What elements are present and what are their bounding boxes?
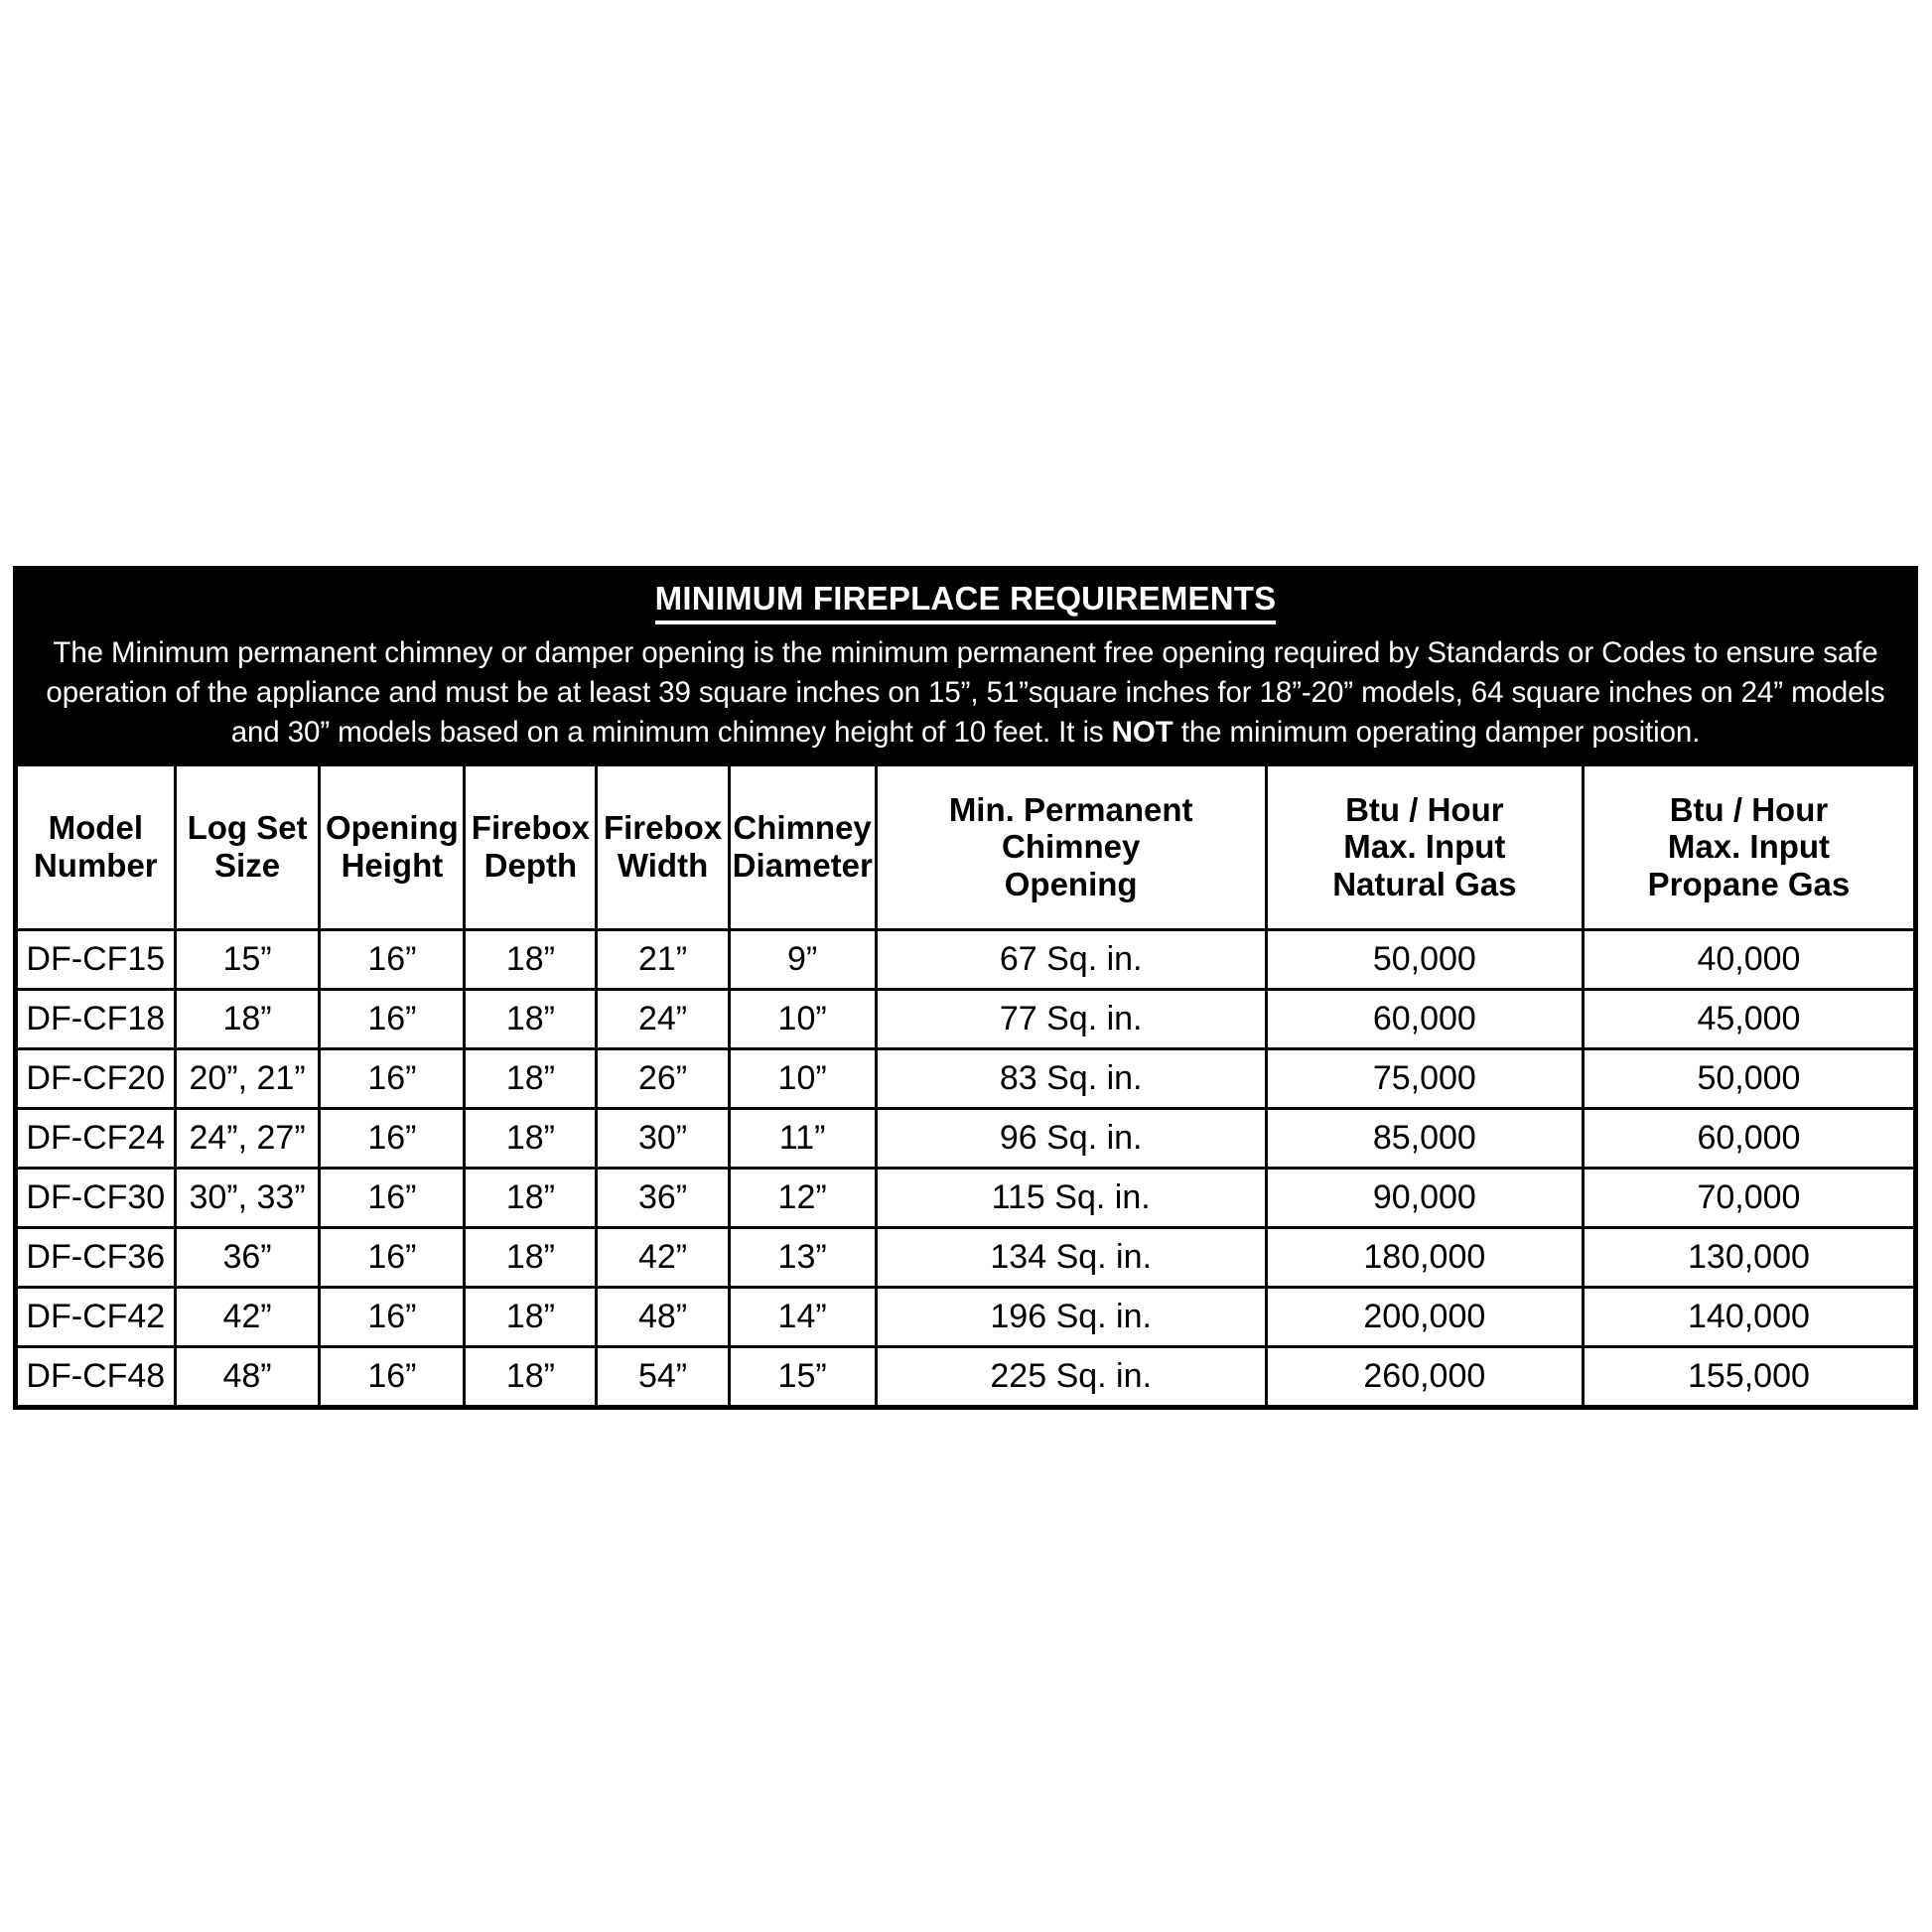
table-cell: 48”	[597, 1287, 729, 1346]
table-cell: 134 Sq. in.	[876, 1227, 1266, 1287]
column-header-line: Btu / Hour	[1345, 790, 1504, 828]
column-header-line: Firebox	[603, 809, 723, 847]
table-cell: 200,000	[1266, 1287, 1583, 1346]
table-cell: 42”	[175, 1287, 320, 1346]
table-cell: 196 Sq. in.	[876, 1287, 1266, 1346]
banner-title: MINIMUM FIREPLACE REQUIREMENTS	[655, 578, 1277, 624]
model-number-cell: DF-CF48	[16, 1346, 176, 1407]
table-cell: 75,000	[1266, 1048, 1583, 1108]
table-cell: 50,000	[1583, 1048, 1915, 1108]
column-header-line: Max. Input	[1343, 828, 1506, 866]
table-cell: 45,000	[1583, 989, 1915, 1048]
table-cell: 36”	[175, 1227, 320, 1287]
column-header	[597, 764, 729, 929]
table-cell: 24”, 27”	[175, 1108, 320, 1168]
table-cell: 16”	[320, 1168, 465, 1227]
column-header-line: Height	[341, 847, 444, 885]
column-header	[876, 764, 1266, 929]
column-header	[465, 764, 597, 929]
model-number-cell: DF-CF20	[16, 1048, 176, 1108]
model-number-cell: DF-CF24	[16, 1108, 176, 1168]
table-cell: 20”, 21”	[175, 1048, 320, 1108]
table-row	[16, 1287, 1916, 1346]
table-cell: 10”	[729, 1048, 876, 1108]
table-cell: 12”	[729, 1168, 876, 1227]
column-header-line: Max. Input	[1667, 828, 1831, 866]
table-cell: 10”	[729, 989, 876, 1048]
table-cell: 90,000	[1266, 1168, 1583, 1227]
requirements-banner	[13, 566, 1918, 763]
banner-description-part1: The Minimum permanent chimney or damper opening is the minimum permanent free opening required by Standards or Codes to ensure safe operation of the appliance and must be at least 39 square inches on 15”, 51”square inches for 18”-20” models, 64 square inches on 24” models and 30” models based on a minimum chimney height of 10 feet. It is	[46, 636, 1885, 750]
banner-description-part2: the minimum operating damper position.	[1173, 716, 1701, 750]
table-cell: 60,000	[1583, 1108, 1915, 1168]
table-row	[16, 1108, 1916, 1168]
column-header-line: Propane Gas	[1647, 865, 1851, 902]
table-header-row	[16, 764, 1916, 929]
column-header	[1583, 764, 1915, 929]
table-cell: 18”	[465, 1346, 597, 1407]
table-cell: 130,000	[1583, 1227, 1915, 1287]
table-cell: 18”	[465, 1108, 597, 1168]
table-cell: 13”	[729, 1227, 876, 1287]
table-body	[16, 929, 1916, 1407]
minimum-fireplace-requirements-spec-sheet	[13, 566, 1918, 1410]
column-header-line: Size	[214, 847, 281, 885]
banner-description-emphasis: NOT	[1111, 716, 1173, 750]
column-header-line: Number	[33, 847, 158, 885]
column-header-line: Opening	[1004, 865, 1138, 902]
table-cell: 16”	[320, 1227, 465, 1287]
table-header	[16, 764, 1916, 929]
table-cell: 60,000	[1266, 989, 1583, 1048]
table-cell: 18”	[465, 989, 597, 1048]
table-cell: 16”	[320, 1287, 465, 1346]
table-cell: 83 Sq. in.	[876, 1048, 1266, 1108]
column-header	[16, 764, 176, 929]
table-row	[16, 1168, 1916, 1227]
column-header-line: Depth	[483, 847, 578, 885]
model-number-cell: DF-CF36	[16, 1227, 176, 1287]
table-cell: 14”	[729, 1287, 876, 1346]
model-number-cell: DF-CF18	[16, 989, 176, 1048]
table-cell: 140,000	[1583, 1287, 1915, 1346]
column-header-line: Natural Gas	[1332, 865, 1517, 902]
column-header	[729, 764, 876, 929]
column-header	[320, 764, 465, 929]
column-header	[1266, 764, 1583, 929]
fireplace-requirements-table	[13, 763, 1918, 1410]
table-cell: 16”	[320, 929, 465, 989]
table-cell: 48”	[175, 1346, 320, 1407]
table-row	[16, 1048, 1916, 1108]
column-header-line: Btu / Hour	[1669, 790, 1829, 828]
table-cell: 36”	[597, 1168, 729, 1227]
table-cell: 15”	[175, 929, 320, 989]
column-header-line: Model	[48, 809, 143, 847]
table-cell: 155,000	[1583, 1346, 1915, 1407]
table-cell: 260,000	[1266, 1346, 1583, 1407]
table-row	[16, 989, 1916, 1048]
model-number-cell: DF-CF15	[16, 929, 176, 989]
model-number-cell: DF-CF30	[16, 1168, 176, 1227]
table-cell: 96 Sq. in.	[876, 1108, 1266, 1168]
table-cell: 26”	[597, 1048, 729, 1108]
column-header-line: Width	[617, 847, 709, 885]
model-number-cell: DF-CF42	[16, 1287, 176, 1346]
table-cell: 67 Sq. in.	[876, 929, 1266, 989]
column-header-line: Chimney	[1001, 828, 1141, 866]
table-cell: 21”	[597, 929, 729, 989]
banner-description	[27, 633, 1904, 753]
table-cell: 70,000	[1583, 1168, 1915, 1227]
table-cell: 115 Sq. in.	[876, 1168, 1266, 1227]
table-cell: 18”	[465, 1168, 597, 1227]
table-cell: 18”	[465, 929, 597, 989]
table-cell: 77 Sq. in.	[876, 989, 1266, 1048]
column-header-line: Firebox	[471, 809, 590, 847]
table-cell: 18”	[465, 1048, 597, 1108]
column-header-line: Diameter	[732, 847, 873, 885]
table-cell: 30”	[597, 1108, 729, 1168]
table-cell: 11”	[729, 1108, 876, 1168]
table-row	[16, 1346, 1916, 1407]
table-row	[16, 1227, 1916, 1287]
table-cell: 16”	[320, 989, 465, 1048]
table-cell: 85,000	[1266, 1108, 1583, 1168]
table-cell: 30”, 33”	[175, 1168, 320, 1227]
table-cell: 54”	[597, 1346, 729, 1407]
table-cell: 225 Sq. in.	[876, 1346, 1266, 1407]
table-cell: 16”	[320, 1108, 465, 1168]
table-cell: 50,000	[1266, 929, 1583, 989]
table-cell: 24”	[597, 989, 729, 1048]
table-cell: 15”	[729, 1346, 876, 1407]
table-cell: 40,000	[1583, 929, 1915, 989]
table-cell: 18”	[175, 989, 320, 1048]
column-header-line: Chimney	[733, 809, 872, 847]
column-header-line: Log Set	[187, 809, 308, 847]
table-cell: 16”	[320, 1346, 465, 1407]
table-cell: 180,000	[1266, 1227, 1583, 1287]
table-cell: 18”	[465, 1227, 597, 1287]
table-cell: 18”	[465, 1287, 597, 1346]
table-cell: 42”	[597, 1227, 729, 1287]
table-cell: 9”	[729, 929, 876, 989]
column-header	[175, 764, 320, 929]
column-header-line: Min. Permanent	[948, 790, 1193, 828]
column-header-line: Opening	[325, 809, 459, 847]
table-cell: 16”	[320, 1048, 465, 1108]
table-row	[16, 929, 1916, 989]
